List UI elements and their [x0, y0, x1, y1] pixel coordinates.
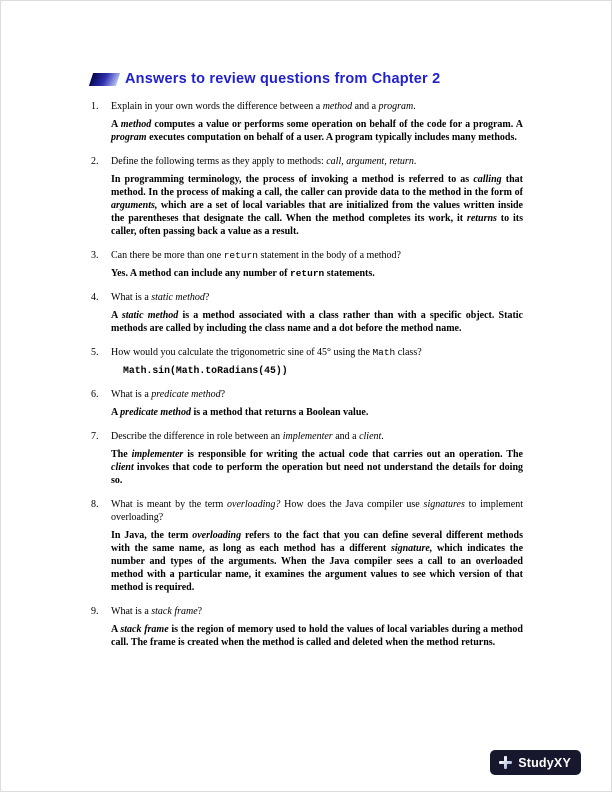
qa-block [91, 155, 523, 238]
text-segment: What is a [111, 606, 152, 617]
text-segment: Define the following terms as they apply to methods: [111, 156, 327, 167]
question-number: 8. [91, 499, 99, 510]
qa-block [91, 100, 523, 144]
question-text [111, 498, 523, 524]
italic-segment: signatures [423, 499, 465, 510]
text-segment: ? [197, 606, 203, 617]
italic-segment: returns [466, 213, 497, 224]
answer-text [111, 529, 523, 594]
question-number: 3. [91, 250, 99, 261]
text-segment: is a method that returns a Boolean value. [191, 407, 369, 418]
text-segment: A [111, 407, 121, 418]
italic-segment: implementer [131, 449, 184, 460]
question-text [111, 291, 523, 304]
text-segment: to its caller, often passing back a value as a result. [111, 213, 523, 237]
chapter-banner-icon [89, 73, 120, 86]
question-row [91, 100, 523, 113]
text-segment: ? [204, 292, 210, 303]
text-segment: Can there be more than one [111, 250, 224, 261]
text-segment: is the region of memory used to hold the values of local variables during a method call. The frame is created when the method is called and deleted when the method returns. [111, 624, 523, 648]
plus-icon [499, 756, 512, 769]
question-text [111, 249, 523, 262]
text-segment: A [111, 624, 121, 635]
italic-segment: overloading? [227, 499, 281, 510]
question-text [111, 388, 523, 401]
answer-text [111, 623, 523, 649]
question-text [111, 155, 523, 168]
question-row [91, 291, 523, 304]
text-segment: . [413, 156, 417, 167]
question-row [91, 605, 523, 618]
text-segment: A [111, 310, 122, 321]
qa-block [91, 346, 523, 377]
brand-label: StudyXY [518, 755, 571, 770]
text-segment: is a method associated with a class rather than with a specific object. Static methods are called by including the class name and a dot before the method name. [111, 310, 523, 334]
question-text [111, 346, 523, 359]
italic-segment: stack frame [151, 606, 198, 617]
italic-segment: client [359, 431, 382, 442]
qa-block [91, 498, 523, 594]
page-title: Answers to review questions from Chapter 2 [125, 71, 441, 87]
question-text [111, 605, 523, 618]
text-segment: which are a set of local variables that are initialized from the values written inside the parentheses that designate the call. When the method completes its work, it [111, 200, 523, 224]
text-segment: How would you calculate the trigonometric sine of 45° using the [111, 347, 373, 358]
code-segment: Math [372, 347, 396, 358]
answer-text [111, 173, 523, 238]
question-row [91, 430, 523, 443]
italic-segment: program [111, 132, 147, 143]
text-segment: In programming terminology, the process of invoking a method is referred to as [111, 174, 474, 185]
text-segment: which indicates the number and types of the arguments. When the Java compiler sees a call to an overloaded method with a particular name, it examines the argument values to see which version of that method is required. [111, 543, 524, 593]
text-segment: What is a [111, 389, 152, 400]
qa-block [91, 249, 523, 280]
answer-text [111, 267, 523, 280]
text-segment: is responsible for writing the actual code that carries out an operation. The [183, 449, 523, 460]
question-text [111, 100, 523, 113]
text-segment: ? [220, 389, 226, 400]
question-row [91, 346, 523, 359]
text-segment: Describe the difference in role between an [111, 431, 283, 442]
text-segment: . [413, 101, 416, 112]
text-segment: The [111, 449, 132, 460]
italic-segment: arguments, [111, 200, 158, 211]
text-segment: What is meant by the term [111, 499, 228, 510]
question-number: 2. [91, 156, 99, 167]
italic-segment: calling [473, 174, 502, 185]
title-row [91, 71, 523, 87]
text-segment: How does the Java compiler use [280, 499, 424, 510]
page-content [91, 71, 523, 660]
italic-segment: predicate method [151, 389, 221, 400]
text-segment: . [381, 431, 384, 442]
text-segment: Explain in your own words the difference between a [111, 101, 323, 112]
italic-segment: static method [121, 310, 179, 321]
italic-segment: program [378, 101, 414, 112]
italic-segment: signature, [390, 543, 433, 554]
text-segment: Yes. A method can include any number of [111, 268, 291, 279]
text-segment: A [111, 119, 121, 130]
question-number: 4. [91, 292, 99, 303]
qa-block [91, 388, 523, 419]
italic-segment: method [120, 119, 152, 130]
italic-segment: client [111, 462, 134, 473]
answer-text [111, 448, 523, 487]
text-segment: In Java, the term [111, 530, 193, 541]
answer-text [123, 364, 523, 377]
code-segment: return [223, 250, 258, 261]
question-row [91, 388, 523, 401]
question-number: 5. [91, 347, 99, 358]
text-segment: refers to the fact that you can define several different methods with the same name, as long as each method has a different [111, 530, 523, 554]
italic-segment: method [322, 101, 353, 112]
qa-block [91, 291, 523, 335]
text-segment: and a [332, 431, 360, 442]
answer-text [111, 406, 523, 419]
italic-segment: call, argument, return [326, 156, 414, 167]
italic-segment: static method [151, 292, 205, 303]
question-number: 9. [91, 606, 99, 617]
text-segment: and a [352, 101, 379, 112]
text-segment: computes a value or performs some operation on behalf of the code for a program. A [151, 119, 523, 130]
answer-text [111, 118, 523, 144]
italic-segment: implementer [282, 431, 333, 442]
code-segment: return [290, 268, 325, 279]
text-segment: invokes that code to perform the operation but need not understand the details for doing so. [111, 462, 523, 486]
answer-text [111, 309, 523, 335]
text-segment: What is a [111, 292, 152, 303]
qa-block [91, 605, 523, 649]
italic-segment: stack frame [120, 624, 169, 635]
text-segment: that method. In the process of making a call, the caller can provide data to the method in the form of [111, 174, 523, 198]
questions-list [91, 100, 523, 649]
question-number: 6. [91, 389, 99, 400]
text-segment: statements. [324, 268, 375, 279]
text-segment: to implement overloading? [111, 499, 523, 523]
qa-block [91, 430, 523, 487]
question-row [91, 155, 523, 168]
text-segment: class? [395, 347, 422, 358]
italic-segment: overloading [192, 530, 242, 541]
question-text [111, 430, 523, 443]
italic-segment: predicate method [120, 407, 191, 418]
text-segment: statement in the body of a method? [257, 250, 401, 261]
question-row [91, 498, 523, 524]
text-segment: executes computation on behalf of a user. A program typically includes many methods. [146, 132, 517, 143]
studyxy-logo [490, 750, 581, 775]
question-number: 7. [91, 431, 99, 442]
code-segment: Math.sin(Math.toRadians(45)) [123, 365, 288, 376]
question-number: 1. [91, 101, 99, 112]
question-row [91, 249, 523, 262]
